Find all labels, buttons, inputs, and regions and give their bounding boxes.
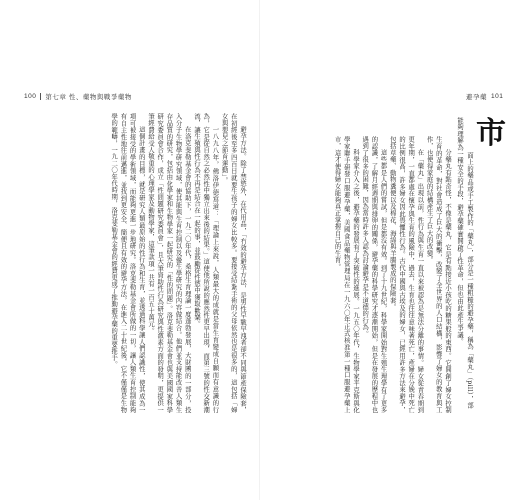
right-chapter-title: 避孕藥: [466, 93, 487, 101]
drop-cap: 市: [476, 116, 506, 151]
intro-line-1: 面上的藥品或手工製作的「藥丸」，部分是一種粗糙的避孕藥，稱為「藥丸」（pill），部: [466, 152, 473, 409]
right-paragraph: 這些都是人們的嘗試，但是都沒有效。到了十九世紀，科學家開始對生殖生理學有了更多的認識，了解月經週期與排卵的關係，避孕藥的科學研究才逐漸開始，但是在發展的歷程中也遇到了很多的困難，因為當時許多人認為討論避孕是不道德的行為。: [361, 136, 387, 413]
running-head-divider: [40, 93, 41, 100]
left-paragraph: 避孕方法。除了禁慾外，在代用品，「冇效的避孕方法，是男性早戰早洩者卻不同與節產保險套，在初經後至多四百日就要生孩子的婦女比較多。要接受結紮手術的父母依然也是很多的，這包括「婦女與嬰兒之節育運動」。: [220, 113, 246, 413]
right-paragraph: 分藥丸有點奇怪，不像是藥丸，它是有點接近小孩吃的糖果般的東西。它開創了婦女控制生育的革命，對社會造成了巨大的衝擊，改變了全世界的人口結構，影響了婦女的教育與工作，也使得家庭的結構產生了巨大的改變。: [425, 136, 451, 413]
left-chapter-title: 第七章 性、藥物與戰爭藥物: [45, 93, 132, 101]
left-page-number: 100: [24, 93, 37, 100]
left-paragraph: 這個計畫的目標，就是研究人類最原始的性行為和生育，並透過科學讓人們認識性，使其成為一項可被接受的學術領域，而能夠更進一步地研究。洛克斐勒基金會所做的一切，讓人類生育控制能夠有自主性地往前邁進，並找到更安全、簡便且有效的避孕方法，在進入二十世紀後，它不僅僅是生物學的範疇，一九二〇年代時期，洛克斐勒基金會的經費更成了推動避孕藥的重要推手。: [110, 113, 145, 413]
right-running-head: [466, 92, 503, 101]
left-body-text: [32, 113, 247, 413]
left-paragraph: 一八九八年，佛洛伊德寫道：「理論上來說，人類最大的成就是當生育變成自願而有意識的行為，它是從自然之必然性中獨立出來後的結果。」這使他所說的應然性更早出現，而第三號的性交新潮流，讓生殖與性行為不再是結合在一起的事，並鼓勵從性慾中獲取歡樂。: [192, 113, 219, 413]
right-body-text: [276, 136, 452, 413]
intro-line-2: 能夠理解為一種安全的手段，避孕藥確實開啟了性革命，但也由此產生爭議。: [456, 117, 463, 345]
right-paragraph: 科學家介入之後，避孕藥的發展有了突破性的進展。一九五〇年代，生物學家平克斯與化學家聯手研發口服避孕藥，美國食品藥物管理局在一九六〇年正式核准第一種口服避孕藥上市，這才使得婦女能夠真正掌握自己的生育。: [333, 136, 359, 413]
left-running-head: [24, 92, 132, 101]
right-paragraph: 在「藥丸」出現以前，性行為與生育一直以來被認為是無法分離的事情。婦女從青春期到更年期，一直都處在懷孕與生育的風險中，過去，生育也往往意味著死亡，產婦在分娩中死亡的比例很高，許多婦女因此畏懼性行為。古代中國與古埃及的婦女，已經用許多方法來避孕，包括草藥、動物糞便以及棉花、海綿與羊腸製成的保險套。: [388, 136, 424, 413]
right-page: [260, 0, 520, 500]
right-page-number: 101: [491, 93, 504, 100]
left-paragraph: 在洛克斐勒基金會的協助下，一九二〇年代，桑格生育理論一度蓬勃發展，大財團的一部分，投入分子生物學研究領域，使其能與生育控制以及優生學研究的內容做結合。他們並支持能改善人類生存品質的研究，包括由化學家和生物學家一起研究的「性的問題」。洛克斐勒基金會也與美國國家科學研究委員會合作，成立「性問題研究委員會」，且大筆資助性行為研究與性激素方面的發明，更提供一筆經費給受人敬重的心理學家及動物學家，這筆款項一共有一百五十萬元。: [146, 113, 191, 413]
